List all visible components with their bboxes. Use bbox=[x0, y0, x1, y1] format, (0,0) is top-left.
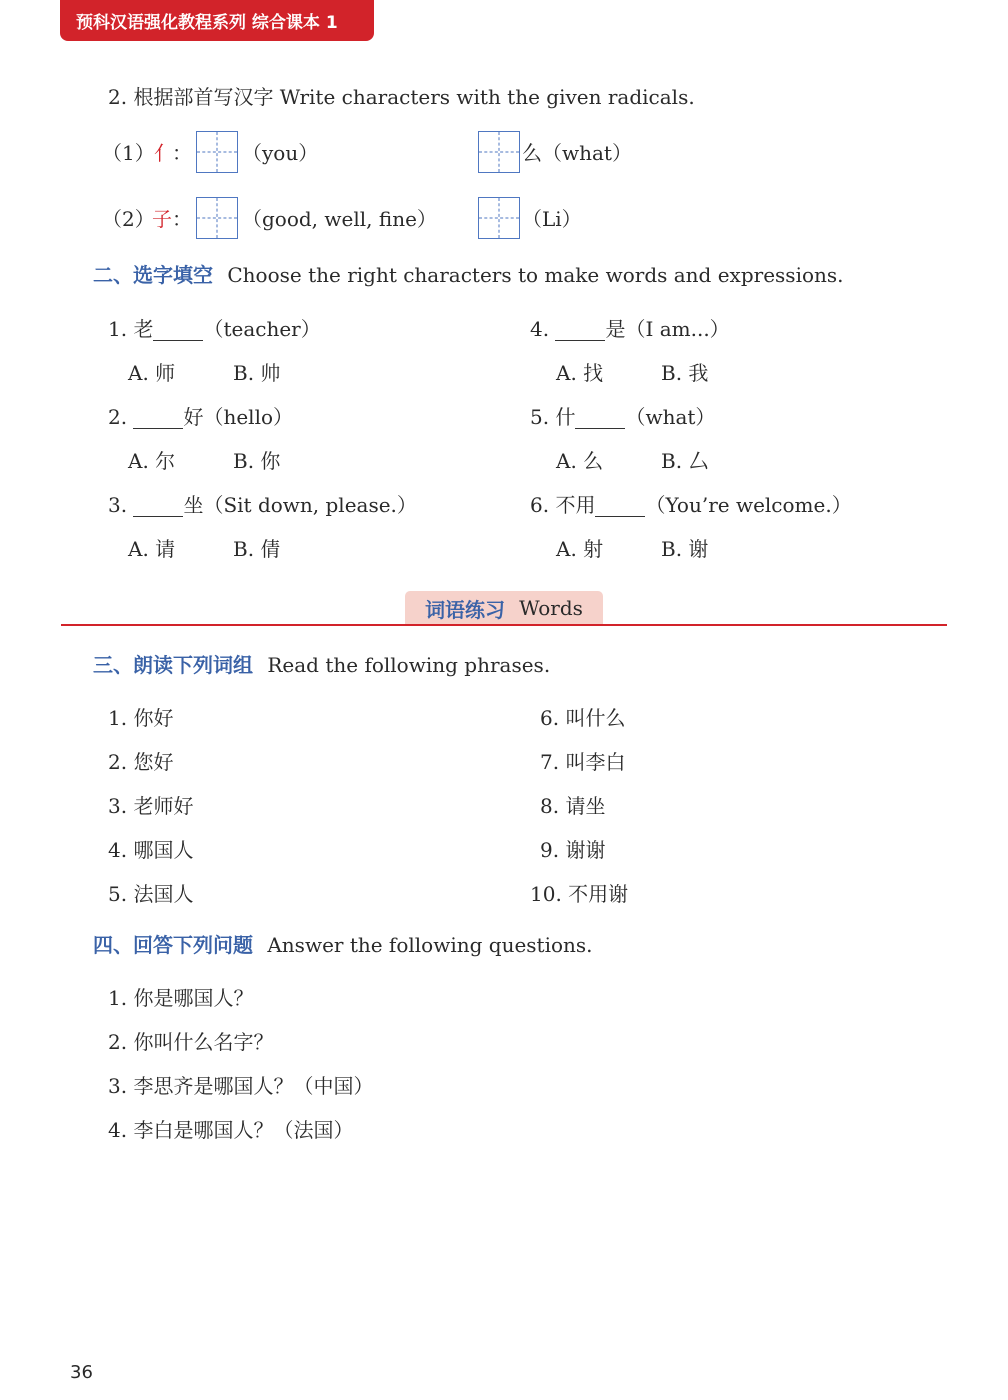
task2-row1-gloss2: （what） bbox=[542, 141, 632, 165]
phrase-item: 8. 请坐 bbox=[540, 794, 606, 818]
section3-heading bbox=[93, 653, 550, 677]
answer-blank[interactable] bbox=[133, 406, 183, 429]
item-gloss: （hello） bbox=[203, 405, 294, 429]
item-prefix: 什 bbox=[555, 405, 576, 429]
answer-blank[interactable] bbox=[555, 318, 605, 341]
section3-heading-zh: 三、朗读下列词组 bbox=[93, 653, 253, 677]
task2-row1-gloss1: （you） bbox=[242, 141, 319, 165]
task2-row2-gloss2: （Li） bbox=[522, 207, 582, 231]
question-item: 4. 李白是哪国人？（法国） bbox=[108, 1118, 354, 1142]
option-a[interactable]: A. 找 bbox=[556, 361, 604, 385]
option-a[interactable]: A. 尔 bbox=[128, 449, 176, 473]
section2-heading-en: Choose the right characters to make words and expressions. bbox=[227, 263, 844, 287]
task2-row2-gloss1: （good, well, fine） bbox=[242, 207, 437, 231]
page-number: 36 bbox=[70, 1362, 93, 1383]
task2-row1-suffix-char: 么 bbox=[522, 141, 542, 165]
item-prefix: 不用 bbox=[555, 493, 596, 517]
option-b[interactable]: B. 谢 bbox=[661, 537, 709, 561]
fill-item-2 bbox=[108, 405, 293, 429]
option-b[interactable]: B. 厶 bbox=[661, 449, 709, 473]
item-number: 3. bbox=[108, 493, 128, 517]
item-gloss: （teacher） bbox=[203, 317, 321, 341]
option-a[interactable]: A. 师 bbox=[128, 361, 176, 385]
phrase-item: 6. 叫什么 bbox=[540, 706, 626, 730]
series-title: 预科汉语强化教程系列 综合课本 1 bbox=[76, 13, 338, 33]
fill-item-4 bbox=[530, 317, 730, 341]
option-b[interactable]: B. 帅 bbox=[233, 361, 281, 385]
task2-row2-radical: 子 bbox=[152, 207, 172, 231]
option-a[interactable]: A. 请 bbox=[128, 537, 176, 561]
task2-title: 2. 根据部首写汉字 Write characters with the given radicals. bbox=[108, 85, 695, 109]
answer-blank[interactable] bbox=[153, 318, 203, 341]
writing-grid-box[interactable] bbox=[478, 197, 520, 239]
words-section-tab bbox=[405, 591, 603, 625]
question-item: 3. 李思齐是哪国人？（中国） bbox=[108, 1074, 374, 1098]
answer-blank[interactable] bbox=[595, 494, 645, 517]
item-suffix: 是 bbox=[605, 317, 626, 341]
writing-grid-box[interactable] bbox=[478, 131, 520, 173]
series-header-tab bbox=[60, 0, 374, 41]
item-suffix: 好 bbox=[183, 405, 204, 429]
phrase-item: 9. 谢谢 bbox=[540, 838, 606, 862]
phrase-item: 7. 叫李白 bbox=[540, 750, 626, 774]
section4-heading-zh: 四、回答下列问题 bbox=[93, 933, 253, 957]
task2-row1-colon: ： bbox=[172, 141, 192, 165]
option-b[interactable]: B. 我 bbox=[661, 361, 709, 385]
words-tab-en: Words bbox=[519, 596, 583, 620]
item-number: 4. bbox=[530, 317, 550, 341]
answer-blank[interactable] bbox=[575, 406, 625, 429]
phrase-item: 2. 您好 bbox=[108, 750, 174, 774]
option-b[interactable]: B. 倩 bbox=[233, 537, 281, 561]
task2-row2-colon: ： bbox=[172, 207, 192, 231]
phrase-item: 4. 哪国人 bbox=[108, 838, 194, 862]
section4-heading-en: Answer the following questions. bbox=[267, 933, 593, 957]
phrase-item: 10. 不用谢 bbox=[530, 882, 629, 906]
task2-row1-radical: 亻 bbox=[154, 141, 174, 165]
option-a[interactable]: A. 射 bbox=[556, 537, 604, 561]
item-suffix: 坐 bbox=[183, 493, 204, 517]
phrase-item: 3. 老师好 bbox=[108, 794, 194, 818]
question-item: 2. 你叫什么名字？ bbox=[108, 1030, 274, 1054]
fill-item-1 bbox=[108, 317, 321, 341]
task2-row1-num: （1） bbox=[102, 141, 155, 165]
phrase-item: 5. 法国人 bbox=[108, 882, 194, 906]
section3-heading-en: Read the following phrases. bbox=[267, 653, 551, 677]
option-b[interactable]: B. 你 bbox=[233, 449, 281, 473]
fill-item-5 bbox=[530, 405, 715, 429]
section2-heading-zh: 二、选字填空 bbox=[93, 263, 213, 287]
section4-heading bbox=[93, 933, 593, 957]
fill-item-3 bbox=[108, 493, 417, 517]
answer-blank[interactable] bbox=[133, 494, 183, 517]
writing-grid-box[interactable] bbox=[196, 197, 238, 239]
item-gloss: （Sit down, please.） bbox=[203, 493, 417, 517]
question-item: 1. 你是哪国人？ bbox=[108, 986, 254, 1010]
option-a[interactable]: A. 么 bbox=[556, 449, 604, 473]
item-prefix: 老 bbox=[133, 317, 154, 341]
item-gloss: （what） bbox=[625, 405, 716, 429]
item-number: 6. bbox=[530, 493, 550, 517]
fill-item-6 bbox=[530, 493, 852, 517]
item-number: 1. bbox=[108, 317, 128, 341]
task2-row2-num: （2） bbox=[102, 207, 155, 231]
writing-grid-box[interactable] bbox=[196, 131, 238, 173]
section-divider bbox=[61, 624, 947, 626]
phrase-item: 1. 你好 bbox=[108, 706, 174, 730]
words-tab-zh: 词语练习 bbox=[425, 597, 506, 622]
item-gloss: （I am...） bbox=[625, 317, 730, 341]
item-number: 2. bbox=[108, 405, 128, 429]
item-gloss: （You’re welcome.） bbox=[645, 493, 852, 517]
section2-heading bbox=[93, 263, 844, 287]
item-number: 5. bbox=[530, 405, 550, 429]
